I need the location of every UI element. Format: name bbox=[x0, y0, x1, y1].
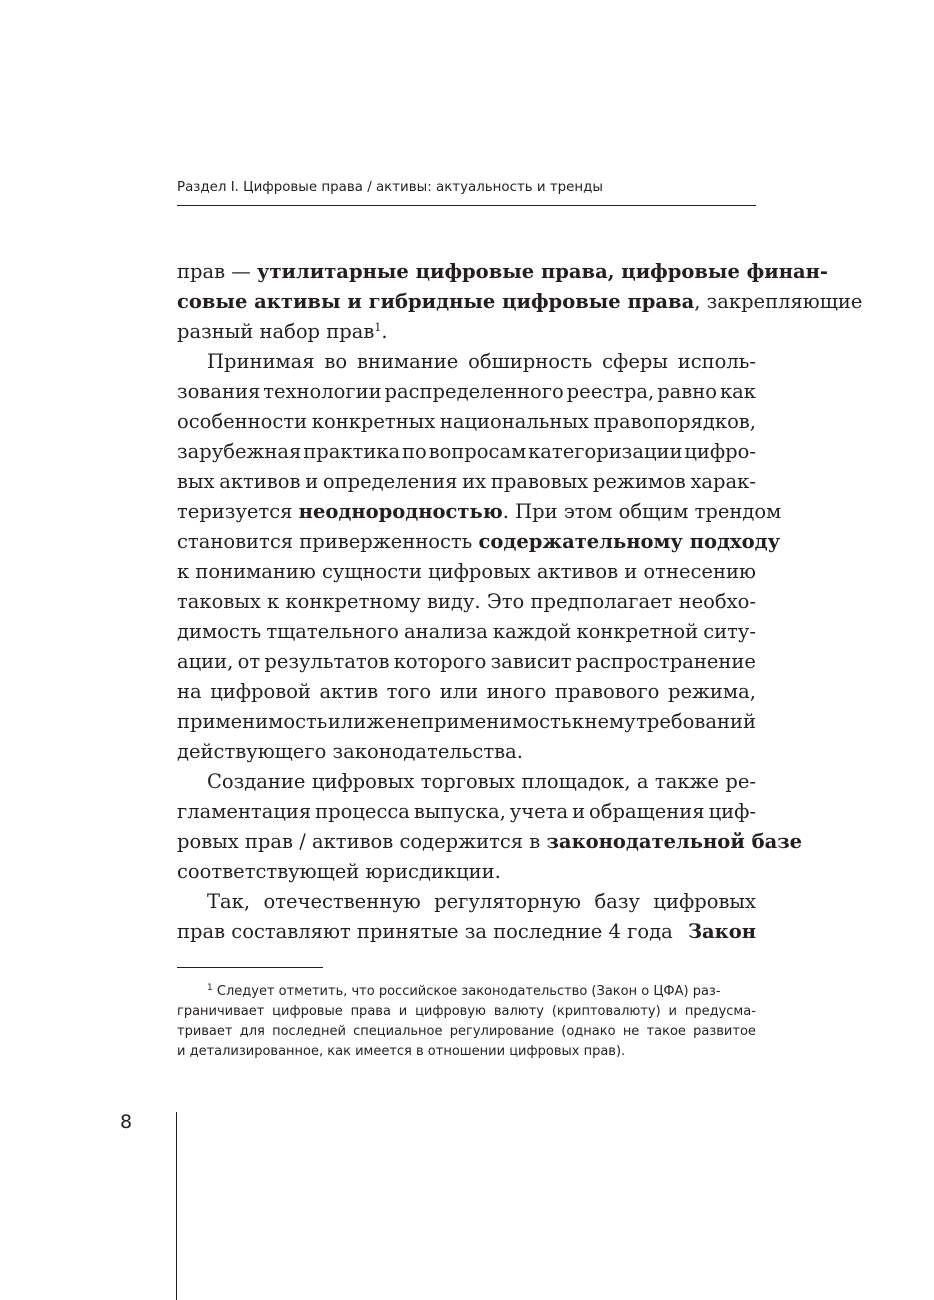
word: Так, bbox=[207, 890, 251, 913]
word: определения bbox=[322, 470, 458, 493]
word: цифровых bbox=[311, 770, 415, 793]
word: исполь- bbox=[677, 350, 756, 373]
page-number: 8 bbox=[120, 1111, 133, 1133]
word: режимов bbox=[592, 470, 686, 493]
footnote-mark: 1 bbox=[207, 983, 213, 993]
word: права bbox=[350, 1004, 391, 1019]
text-run: . bbox=[381, 320, 388, 343]
text-line bbox=[177, 317, 756, 347]
word: цифровых bbox=[653, 890, 756, 913]
word: режима, bbox=[667, 680, 756, 703]
word: реестра, bbox=[566, 380, 655, 403]
word: Это bbox=[486, 590, 525, 613]
word: зависит bbox=[490, 650, 572, 673]
text-run: теризуется bbox=[177, 500, 299, 523]
text-line bbox=[177, 347, 756, 377]
word: которого bbox=[393, 650, 487, 673]
word: обращения bbox=[589, 800, 705, 823]
text-line bbox=[177, 287, 863, 317]
text-line bbox=[177, 377, 756, 407]
word: конкретной bbox=[576, 620, 699, 643]
footnote-line-text bbox=[207, 982, 721, 1002]
bold-term: содержательному подходу bbox=[478, 530, 781, 553]
word: предполагает bbox=[530, 590, 673, 613]
word: (криптовалюту) bbox=[551, 1004, 661, 1019]
word: конкретных bbox=[311, 410, 436, 433]
word: их bbox=[462, 470, 487, 493]
word: граничивает bbox=[177, 1004, 265, 1019]
word: тривает bbox=[177, 1024, 233, 1039]
word: как bbox=[719, 380, 756, 403]
word: каждой bbox=[492, 620, 572, 643]
word: Создание bbox=[207, 770, 306, 793]
word: правового bbox=[554, 680, 660, 703]
text-line bbox=[177, 827, 803, 857]
word: того bbox=[386, 680, 432, 703]
word: иного bbox=[486, 680, 547, 703]
running-header: Раздел I. Цифровые права / активы: актуальность и тренды bbox=[177, 180, 604, 195]
text-line bbox=[177, 407, 756, 437]
word: пониманию bbox=[195, 560, 316, 583]
word: от bbox=[237, 650, 261, 673]
text-run: становится приверженность bbox=[177, 530, 479, 553]
word: цифровой bbox=[210, 680, 311, 703]
word: обширность bbox=[468, 350, 593, 373]
text-line bbox=[177, 467, 756, 497]
word: таковых bbox=[177, 590, 261, 613]
word: особенности bbox=[177, 410, 308, 433]
word: и bbox=[624, 560, 638, 583]
word: площадок, bbox=[521, 770, 631, 793]
word: необхо- bbox=[678, 590, 756, 613]
text-line bbox=[177, 437, 756, 467]
word: циф- bbox=[708, 800, 756, 823]
word: правопорядков, bbox=[593, 410, 756, 433]
word: вых bbox=[177, 470, 215, 493]
word: цифровую bbox=[415, 1004, 486, 1019]
word: учета bbox=[509, 800, 569, 823]
word: распределенного bbox=[384, 380, 564, 403]
bold-term: законодательной базе bbox=[546, 830, 803, 853]
word: цифро- bbox=[684, 440, 756, 463]
text-line: действующего законодательства. bbox=[177, 740, 523, 763]
word: вопросам bbox=[428, 440, 527, 463]
footnote-divider bbox=[177, 967, 323, 968]
word: неприменимость bbox=[396, 710, 572, 733]
word: цифровых bbox=[428, 560, 531, 583]
word: актив bbox=[319, 680, 379, 703]
word: сферы bbox=[602, 350, 668, 373]
word: гламентация bbox=[177, 800, 312, 823]
text-line bbox=[177, 677, 756, 707]
word: цифровые bbox=[272, 1004, 343, 1019]
word: а bbox=[636, 770, 649, 793]
word: торговых bbox=[420, 770, 516, 793]
text-line bbox=[177, 917, 756, 947]
word: тщательного bbox=[266, 620, 399, 643]
text-line: соответствующей юрисдикции. bbox=[177, 860, 501, 883]
body-text bbox=[177, 257, 863, 947]
text-run: прав составляют принятые за последние 4 года bbox=[177, 920, 679, 943]
word: предусма- bbox=[684, 1004, 756, 1019]
bold-term: совые активы и гибридные цифровые права bbox=[177, 290, 695, 313]
word: активов bbox=[219, 470, 301, 493]
word: регулирование bbox=[449, 1024, 555, 1039]
bold-term: Закон bbox=[687, 920, 756, 943]
word: на bbox=[177, 680, 202, 703]
word: или bbox=[439, 680, 479, 703]
word: во bbox=[324, 350, 348, 373]
word: правовых bbox=[490, 470, 589, 493]
footnote-line: и детализированное, как имеется в отношении цифровых прав). bbox=[177, 1044, 626, 1059]
word: практика bbox=[303, 440, 401, 463]
word: к bbox=[267, 590, 280, 613]
word: и bbox=[305, 470, 319, 493]
word: специальное bbox=[353, 1024, 443, 1039]
word: национальных bbox=[439, 410, 589, 433]
word: процесса bbox=[315, 800, 410, 823]
bold-term: неоднородностью bbox=[298, 500, 503, 523]
word: анализа bbox=[403, 620, 488, 643]
word: виду. bbox=[426, 590, 481, 613]
word: по bbox=[401, 440, 427, 463]
word: результатов bbox=[264, 650, 390, 673]
word: (однако bbox=[561, 1024, 616, 1039]
word: активов bbox=[536, 560, 619, 583]
text-line bbox=[177, 497, 782, 527]
word: димость bbox=[177, 620, 262, 643]
word: развитое bbox=[693, 1024, 756, 1039]
margin-rule bbox=[176, 1112, 177, 1300]
word: равно bbox=[657, 380, 718, 403]
word: последней bbox=[272, 1024, 346, 1039]
word: требований bbox=[636, 710, 756, 733]
word: зарубежная bbox=[177, 440, 302, 463]
word: не bbox=[622, 1024, 640, 1039]
footnote bbox=[177, 982, 756, 1062]
text-line bbox=[177, 797, 756, 827]
footnote-line bbox=[177, 982, 756, 1002]
text-line bbox=[177, 527, 781, 557]
word: валюту bbox=[493, 1004, 544, 1019]
word: Принимая bbox=[207, 350, 315, 373]
word: же bbox=[366, 710, 397, 733]
word: зования bbox=[177, 380, 261, 403]
footnote-line bbox=[177, 1002, 756, 1022]
word: базу bbox=[594, 890, 640, 913]
word: отечественную bbox=[263, 890, 421, 913]
text-line bbox=[177, 647, 756, 677]
word: внимание bbox=[356, 350, 459, 373]
text-run: , закрепляющие bbox=[694, 290, 863, 313]
word: и bbox=[572, 800, 586, 823]
text-line bbox=[177, 707, 756, 737]
header-divider bbox=[177, 205, 756, 206]
word: выпуска, bbox=[413, 800, 506, 823]
text-run: разный набор прав bbox=[177, 320, 375, 343]
word: такое bbox=[646, 1024, 686, 1039]
word: также bbox=[654, 770, 720, 793]
word: нему bbox=[584, 710, 636, 733]
word: ситу- bbox=[703, 620, 756, 643]
word: и bbox=[668, 1004, 677, 1019]
word: технологии bbox=[263, 380, 382, 403]
text-line bbox=[177, 257, 828, 287]
text-line bbox=[177, 617, 756, 647]
word: харак- bbox=[690, 470, 756, 493]
text-line bbox=[177, 587, 756, 617]
word: и bbox=[398, 1004, 408, 1019]
footnote-line bbox=[177, 1022, 756, 1042]
word: к bbox=[571, 710, 585, 733]
text-line bbox=[177, 557, 756, 587]
word: категоризации bbox=[528, 440, 683, 463]
text-line bbox=[177, 767, 756, 797]
word: ации, bbox=[177, 650, 234, 673]
text-run: . При этом общим трендом bbox=[502, 500, 782, 523]
word: ре- bbox=[725, 770, 756, 793]
word: или bbox=[327, 710, 367, 733]
footnote-ref: 1 bbox=[374, 321, 382, 334]
bold-term: утилитарные цифровые права, цифровые финан- bbox=[256, 260, 828, 283]
word: для bbox=[239, 1024, 265, 1039]
word: распространение bbox=[575, 650, 756, 673]
text-run: прав — bbox=[177, 260, 257, 283]
word: сущности bbox=[322, 560, 422, 583]
word: отнесению bbox=[643, 560, 756, 583]
footnote-text: Следует отметить, что российское законодательство (Закон о ЦФА) раз- bbox=[216, 984, 721, 999]
text-line bbox=[177, 887, 756, 917]
word: к bbox=[177, 560, 190, 583]
text-run: ровых прав / активов содержится в bbox=[177, 830, 547, 853]
word: конкретному bbox=[285, 590, 421, 613]
word: регуляторную bbox=[434, 890, 581, 913]
word: применимость bbox=[177, 710, 328, 733]
